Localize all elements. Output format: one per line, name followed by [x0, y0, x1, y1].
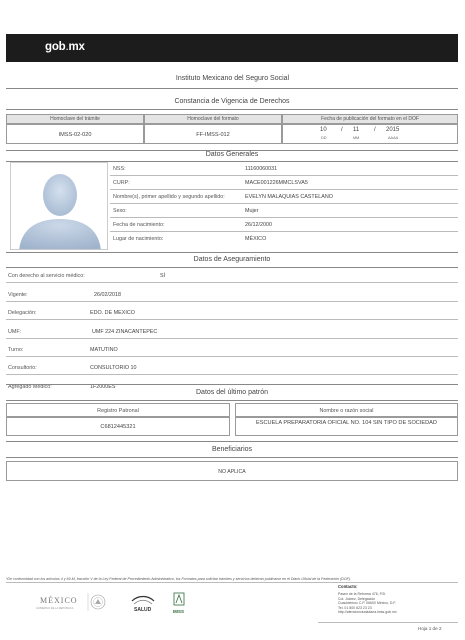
header-razon-social: Nombre o razón social [235, 403, 458, 417]
divider [6, 267, 458, 268]
footer-logos [20, 585, 320, 617]
value-fecha-publicacion [282, 124, 458, 144]
value-homoclave-tramite: IMSS-02-020 [6, 124, 144, 144]
date-day-label: DD [321, 136, 327, 140]
divider [6, 582, 458, 583]
header-fecha-publicacion: Fecha de publicación del formato en el DOF [282, 114, 458, 124]
date-separator: / [341, 127, 343, 133]
divider [6, 384, 458, 385]
page-number: Hoja 1 de 2 [418, 626, 442, 631]
date-month-label: MM [353, 136, 360, 140]
date-separator: / [374, 127, 376, 133]
contact-address-line: Paseo de la Reforma 476, P.B. [338, 592, 386, 596]
date-day: 10 [320, 127, 327, 133]
header-homoclave-tramite: Homoclave del trámite [6, 114, 144, 124]
gobmx-logo[interactable]: gob.mx [45, 41, 85, 53]
divider [6, 252, 458, 253]
insurance-row-vigente: Vigente: 26/02/2018 [6, 288, 458, 302]
divider [6, 441, 458, 442]
value-beneficiarios: NO APLICA [6, 461, 458, 481]
contact-title: Contacto: [338, 584, 358, 589]
date-year-label: AAAA [388, 136, 399, 140]
divider [318, 622, 458, 623]
contact-address-line: Cuauhtémoc C.P. 06600 México, D.F. [338, 601, 397, 606]
gobmx-header-bar [6, 34, 458, 62]
contact-website-link[interactable]: http://atencionciudadana.imss.gob.mx [338, 610, 397, 615]
contact-info [338, 592, 397, 615]
insurance-row-turno: Turno: MATUTINO [6, 343, 458, 357]
insurance-row-medical-service: Con derecho al servicio médico: SÍ [6, 269, 458, 283]
insurance-row-consultorio: Consultorio: CONSULTORIO 10 [6, 361, 458, 375]
logo-mexico-subtext: GOBIERNO DE LA REPÚBLICA [36, 607, 74, 610]
insurance-row-umf: UMF: UMF 224 ZINACANTEPEC [6, 325, 458, 339]
general-row-name: Nombre(s), primer apellido y segundo apellido: EVELYN MALAQUIAS CASTELANO [110, 190, 458, 204]
value-registro-patronal: C6812445321 [6, 417, 230, 436]
institution-name: Instituto Mexicano del Seguro Social [175, 75, 290, 82]
logo-salud-text: SALUD [134, 607, 152, 613]
government-logos-icon [20, 585, 320, 617]
general-row-birthdate: Fecha de nacimiento: 26/12/2000 [110, 218, 458, 232]
divider [6, 109, 458, 110]
person-silhouette-icon [11, 163, 108, 250]
date-year: 2015 [386, 127, 400, 133]
section-title-datos-generales: Datos Generales [205, 151, 259, 158]
general-row-curp: CURP: MACE001226MMCLSVA5 [110, 176, 458, 190]
insurance-row-delegacion: Delegación: EDO. DE MEXICO [6, 306, 458, 320]
divider [6, 457, 458, 458]
section-title-beneficiarios: Beneficiarios [211, 446, 253, 453]
contact-phone: Tel. 01 800 623 23 23 [338, 605, 372, 610]
divider [6, 400, 458, 401]
general-row-nss: NSS: 11160060031 [110, 162, 458, 176]
document-title: Constancia de Vigencia de Derechos [174, 98, 290, 105]
divider [6, 88, 458, 89]
value-razon-social: ESCUELA PREPARATORIA OFICIAL NO. 104 SIN TIPO DE SOCIEDAD [235, 417, 458, 436]
header-registro-patronal: Registro Patronal [6, 403, 230, 417]
section-title-ultimo-patron: Datos del último patrón [196, 389, 268, 396]
date-month: 11 [353, 127, 360, 133]
logo-imss-text: IMSS [173, 609, 185, 614]
section-title-datos-aseguramiento: Datos de Aseguramiento [193, 256, 271, 263]
general-row-sex: Sexo: Mujer [110, 204, 458, 218]
insurance-row-agregado: Agregado Médico: 1F2000ES [8, 384, 116, 390]
contact-address-line: Col. Juárez, Delegación [338, 596, 376, 601]
value-homoclave-formato: FF-IMSS-012 [144, 124, 282, 144]
header-homoclave-formato: Homoclave del formato [144, 114, 282, 124]
avatar [10, 162, 108, 250]
footer-legal-note: *De conformidad con los artículos 4 y 69-M, fracción V de la Ley Federal de Procedimiento Administrativo, los Formatos para solicitar trámites y servicios deberán publicarse en el Diario Oficial de la Federación (DOF). [6, 577, 352, 581]
logo-mexico-text: MÉXICO [40, 596, 78, 605]
general-row-birthplace: Lugar de nacimiento: MÉXICO [113, 236, 267, 242]
